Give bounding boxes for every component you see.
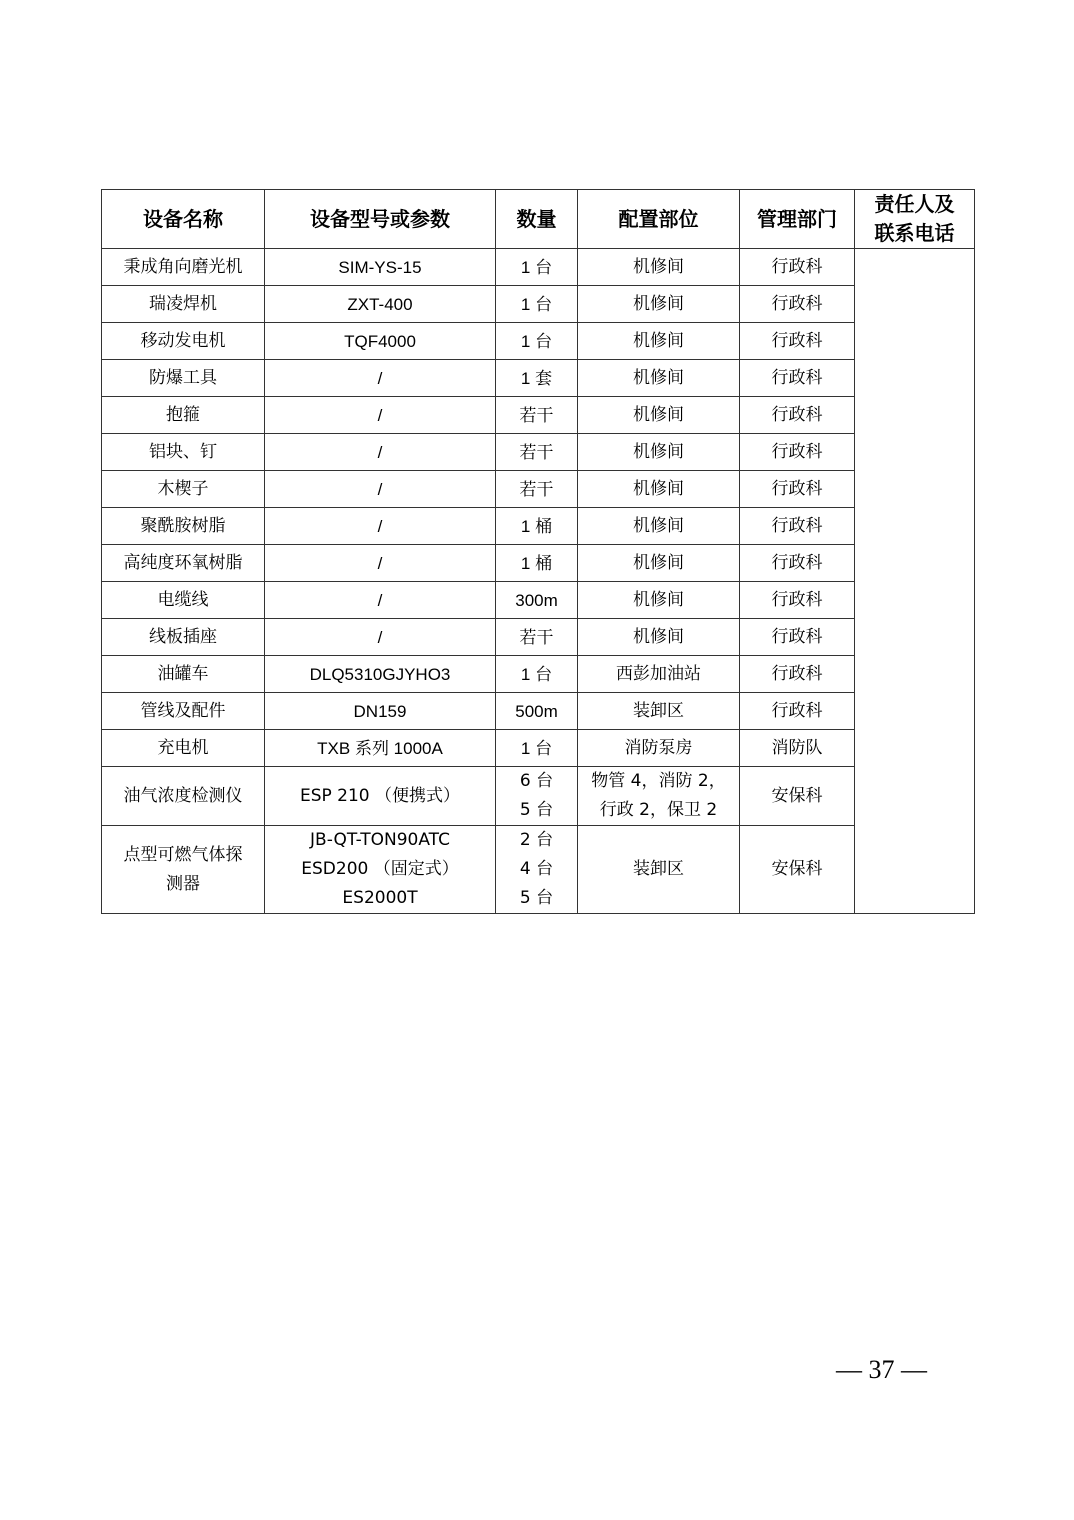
table-row [102,826,975,914]
table-row [102,693,975,730]
cell-department: 行政科 [740,582,855,619]
cell-department: 行政科 [740,286,855,323]
header-location: 配置部位 [578,190,740,249]
cell-location: 机修间 [578,508,740,545]
cell-quantity: 1 台 [496,286,578,323]
cell-location: 西彭加油站 [578,656,740,693]
cell-device-name-line: 测器 [166,873,200,894]
cell-device-name: 线板插座 [102,619,265,656]
cell-device-model-line: ESD200 （固定式） [301,859,459,879]
cell-device-model: TXB 系列 1000A [265,730,496,767]
cell-device-name: 充电机 [102,730,265,767]
cell-device-model: / [265,582,496,619]
cell-quantity-line: 6 台 [519,771,554,791]
cell-department: 行政科 [740,693,855,730]
cell-device-model-line: JB-QT-TON90ATC [310,830,450,850]
cell-quantity: 若干 [496,397,578,434]
cell-device-model: TQF4000 [265,323,496,360]
cell-location: 消防泵房 [578,730,740,767]
cell-department: 行政科 [740,508,855,545]
header-contact [855,190,975,249]
cell-device-model: / [265,360,496,397]
page-number: — 37 — [836,1355,927,1384]
header-contact-line: 联系电话 [874,221,955,245]
cell-department: 行政科 [740,249,855,286]
cell-device-name: 秉成角向磨光机 [102,249,265,286]
cell-location [578,767,740,826]
table-row [102,323,975,360]
cell-location: 机修间 [578,582,740,619]
cell-device-model-line: ES2000T [342,888,418,908]
cell-device-model: ESP 210 （便携式） [265,767,496,826]
cell-quantity: 1 桶 [496,508,578,545]
cell-quantity: 1 桶 [496,545,578,582]
cell-quantity: 若干 [496,619,578,656]
table-header-row [102,190,975,249]
cell-quantity: 1 台 [496,656,578,693]
table-row [102,286,975,323]
table-row [102,508,975,545]
header-contact-line: 责任人及 [874,192,955,216]
cell-department: 行政科 [740,471,855,508]
header-device-name: 设备名称 [102,190,265,249]
cell-department: 行政科 [740,360,855,397]
cell-quantity [496,826,578,914]
cell-quantity: 300m [496,582,578,619]
cell-department: 行政科 [740,434,855,471]
cell-quantity [496,767,578,826]
cell-location-line: 物管 4，消防 2， [591,771,726,791]
header-department: 管理部门 [740,190,855,249]
cell-location: 机修间 [578,249,740,286]
cell-department: 行政科 [740,545,855,582]
cell-device-model: / [265,619,496,656]
cell-device-model: DLQ5310GJYHO3 [265,656,496,693]
cell-department: 行政科 [740,397,855,434]
equipment-table [101,189,975,914]
cell-location: 机修间 [578,360,740,397]
cell-device-name: 管线及配件 [102,693,265,730]
cell-location: 机修间 [578,619,740,656]
cell-device-name: 电缆线 [102,582,265,619]
cell-device-name: 木楔子 [102,471,265,508]
cell-device-model: ZXT-400 [265,286,496,323]
cell-device-name: 油罐车 [102,656,265,693]
cell-department: 安保科 [740,826,855,914]
cell-quantity-line: 2 台 [519,830,554,850]
cell-quantity: 500m [496,693,578,730]
header-quantity: 数量 [496,190,578,249]
cell-location: 机修间 [578,434,740,471]
cell-device-model: DN159 [265,693,496,730]
cell-quantity: 若干 [496,471,578,508]
cell-device-name: 防爆工具 [102,360,265,397]
cell-device-name [102,826,265,914]
cell-department: 安保科 [740,767,855,826]
header-device-model: 设备型号或参数 [265,190,496,249]
table-row [102,656,975,693]
cell-quantity-line: 4 台 [519,859,554,879]
cell-device-model: SIM-YS-15 [265,249,496,286]
cell-contact [855,249,975,914]
cell-device-name: 铝块、钉 [102,434,265,471]
cell-department: 行政科 [740,656,855,693]
cell-device-model [265,826,496,914]
table-row [102,397,975,434]
cell-device-model: / [265,434,496,471]
cell-device-name: 移动发电机 [102,323,265,360]
cell-department: 行政科 [740,323,855,360]
cell-device-model: / [265,397,496,434]
table-row [102,434,975,471]
cell-device-name: 抱箍 [102,397,265,434]
cell-location: 机修间 [578,471,740,508]
table-row [102,582,975,619]
table-row [102,730,975,767]
cell-location: 机修间 [578,286,740,323]
table-row [102,545,975,582]
cell-device-name: 瑞凌焊机 [102,286,265,323]
table-row [102,619,975,656]
cell-location-line: 行政 2，保卫 2 [599,800,718,820]
cell-location: 装卸区 [578,693,740,730]
cell-department: 消防队 [740,730,855,767]
cell-location: 装卸区 [578,826,740,914]
table-row [102,767,975,826]
cell-device-name: 聚酰胺树脂 [102,508,265,545]
cell-department: 行政科 [740,619,855,656]
cell-device-name-line: 点型可燃气体探 [123,844,243,865]
cell-location: 机修间 [578,397,740,434]
cell-device-name: 油气浓度检测仪 [102,767,265,826]
cell-location: 机修间 [578,323,740,360]
table-row [102,471,975,508]
cell-device-name: 高纯度环氧树脂 [102,545,265,582]
cell-device-model: / [265,508,496,545]
cell-quantity-line: 5 台 [519,888,554,908]
cell-device-model: / [265,471,496,508]
cell-quantity: 1 套 [496,360,578,397]
table-row [102,360,975,397]
table-body [102,249,975,914]
cell-device-model: / [265,545,496,582]
cell-quantity: 1 台 [496,323,578,360]
cell-location: 机修间 [578,545,740,582]
table-row [102,249,975,286]
cell-quantity: 1 台 [496,730,578,767]
cell-quantity: 若干 [496,434,578,471]
cell-quantity: 1 台 [496,249,578,286]
cell-quantity-line: 5 台 [519,800,554,820]
